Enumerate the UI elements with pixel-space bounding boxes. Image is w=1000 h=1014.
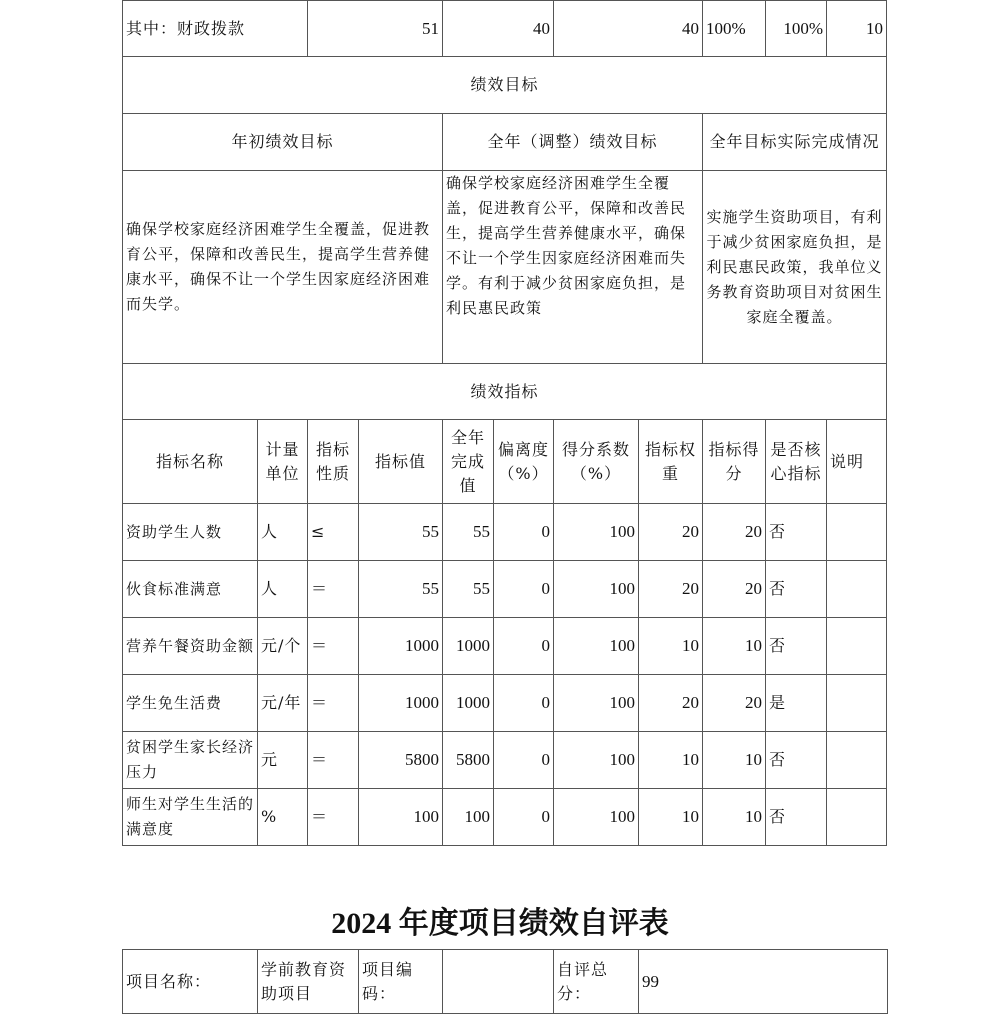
header-indicator-name: 指标名称 xyxy=(123,420,258,504)
project-name-label: 项目名称： xyxy=(123,950,258,1014)
project-code-value xyxy=(443,950,554,1014)
indicator-actual-value: 55 xyxy=(443,561,494,618)
indicator-score: 10 xyxy=(703,618,766,675)
goals-header-initial: 年初绩效目标 xyxy=(123,114,443,171)
indicator-unit: 元/年 xyxy=(258,675,308,732)
indicator-row xyxy=(123,561,887,618)
indicator-row xyxy=(123,789,887,846)
goals-content-row xyxy=(123,171,887,364)
indicator-actual-value: 55 xyxy=(443,504,494,561)
funding-execution-rate: 100% xyxy=(766,1,827,57)
indicator-row xyxy=(123,618,887,675)
indicator-note xyxy=(827,561,887,618)
indicator-note xyxy=(827,504,887,561)
goals-header-actual: 全年目标实际完成情况 xyxy=(703,114,887,171)
indicator-weight: 10 xyxy=(639,618,703,675)
indicator-nature: ＝ xyxy=(308,789,359,846)
header-weight: 指标权重 xyxy=(639,420,703,504)
project-name-value: 学前教育资助项目 xyxy=(258,950,359,1014)
goals-header-row xyxy=(123,114,887,171)
indicator-score: 20 xyxy=(703,561,766,618)
indicator-note xyxy=(827,789,887,846)
indicator-unit: % xyxy=(258,789,308,846)
indicator-row xyxy=(123,504,887,561)
header-target-value: 指标值 xyxy=(359,420,443,504)
indicator-unit: 人 xyxy=(258,504,308,561)
indicator-name: 资助学生人数 xyxy=(123,504,258,561)
indicator-actual-value: 1000 xyxy=(443,618,494,675)
indicator-coefficient: 100 xyxy=(554,789,639,846)
indicator-actual-value: 100 xyxy=(443,789,494,846)
indicator-note xyxy=(827,618,887,675)
indicator-deviation: 0 xyxy=(494,561,554,618)
indicator-coefficient: 100 xyxy=(554,732,639,789)
indicator-row xyxy=(123,675,887,732)
indicator-coefficient: 100 xyxy=(554,561,639,618)
indicator-nature: ≤ xyxy=(308,504,359,561)
indicator-note xyxy=(827,732,887,789)
indicator-actual-value: 1000 xyxy=(443,675,494,732)
indicator-target-value: 100 xyxy=(359,789,443,846)
indicator-weight: 20 xyxy=(639,561,703,618)
header-note: 说明 xyxy=(827,420,887,504)
indicator-actual-value: 5800 xyxy=(443,732,494,789)
funding-label: 其中：财政拨款 xyxy=(123,1,308,57)
indicator-nature: ＝ xyxy=(308,618,359,675)
indicator-coefficient: 100 xyxy=(554,504,639,561)
funding-score: 10 xyxy=(827,1,887,57)
next-form-title: 2024 年度项目绩效自评表 xyxy=(331,907,669,940)
indicator-deviation: 0 xyxy=(494,618,554,675)
indicator-weight: 10 xyxy=(639,732,703,789)
indicator-row xyxy=(123,732,887,789)
actual-completion-text: 实施学生资助项目，有利于减少贫困家庭负担，是利民惠民政策，我单位义务教育资助项目对贫困生家庭全覆盖。 xyxy=(703,171,887,364)
indicator-name: 贫困学生家长经济压力 xyxy=(123,732,258,789)
indicator-deviation: 0 xyxy=(494,504,554,561)
indicator-nature: ＝ xyxy=(308,561,359,618)
header-score: 指标得分 xyxy=(703,420,766,504)
total-score-value: 99 xyxy=(639,950,888,1014)
indicator-deviation: 0 xyxy=(494,732,554,789)
header-core: 是否核心指标 xyxy=(766,420,827,504)
goals-header-adjusted: 全年（调整）绩效目标 xyxy=(443,114,703,171)
indicator-core: 否 xyxy=(766,504,827,561)
indicator-core: 否 xyxy=(766,789,827,846)
indicator-core: 否 xyxy=(766,618,827,675)
indicators-header-row xyxy=(123,420,887,504)
goals-section-title: 绩效目标 xyxy=(123,57,887,114)
indicator-score: 20 xyxy=(703,504,766,561)
header-unit: 计量单位 xyxy=(258,420,308,504)
indicator-name: 学生免生活费 xyxy=(123,675,258,732)
indicators-section-title: 绩效指标 xyxy=(123,364,887,420)
header-actual-value: 全年完成值 xyxy=(443,420,494,504)
indicator-weight: 20 xyxy=(639,675,703,732)
funding-weight: 100% xyxy=(703,1,766,57)
indicator-coefficient: 100 xyxy=(554,618,639,675)
indicator-coefficient: 100 xyxy=(554,675,639,732)
indicator-name: 营养午餐资助金额 xyxy=(123,618,258,675)
indicator-core: 否 xyxy=(766,732,827,789)
indicator-score: 20 xyxy=(703,675,766,732)
indicator-score: 10 xyxy=(703,789,766,846)
indicator-unit: 元 xyxy=(258,732,308,789)
total-score-label: 自评总分： xyxy=(554,950,639,1014)
indicator-target-value: 1000 xyxy=(359,675,443,732)
header-deviation: 偏离度（%） xyxy=(494,420,554,504)
funding-annual-budget: 51 xyxy=(308,1,443,57)
indicator-weight: 10 xyxy=(639,789,703,846)
indicator-nature: ＝ xyxy=(308,732,359,789)
indicator-target-value: 5800 xyxy=(359,732,443,789)
indicator-note xyxy=(827,675,887,732)
adjusted-goal-text: 确保学校家庭经济困难学生全覆盖，促进教育公平，保障和改善民生，提高学生营养健康水平，确保不让一个学生因家庭经济困难而失学。有利于减少贫困家庭负担，是利民惠民政策 xyxy=(443,171,703,364)
project-code-label: 项目编码： xyxy=(359,950,443,1014)
indicator-core: 否 xyxy=(766,561,827,618)
indicator-weight: 20 xyxy=(639,504,703,561)
performance-table xyxy=(122,0,887,846)
indicator-name: 伙食标准满意 xyxy=(123,561,258,618)
indicator-target-value: 1000 xyxy=(359,618,443,675)
header-nature: 指标性质 xyxy=(308,420,359,504)
initial-goal-text: 确保学校家庭经济困难学生全覆盖，促进教育公平，保障和改善民生，提高学生营养健康水平，确保不让一个学生因家庭经济困难而失学。 xyxy=(123,171,443,364)
indicator-unit: 元/个 xyxy=(258,618,308,675)
funding-row xyxy=(123,1,887,57)
funding-adjusted-budget: 40 xyxy=(443,1,554,57)
indicator-target-value: 55 xyxy=(359,561,443,618)
funding-executed: 40 xyxy=(554,1,703,57)
indicator-deviation: 0 xyxy=(494,789,554,846)
indicator-score: 10 xyxy=(703,732,766,789)
header-coefficient: 得分系数（%） xyxy=(554,420,639,504)
indicator-target-value: 55 xyxy=(359,504,443,561)
indicator-name: 师生对学生生活的满意度 xyxy=(123,789,258,846)
indicator-deviation: 0 xyxy=(494,675,554,732)
indicator-unit: 人 xyxy=(258,561,308,618)
indicator-core: 是 xyxy=(766,675,827,732)
indicator-nature: ＝ xyxy=(308,675,359,732)
next-form-table xyxy=(122,949,888,1014)
